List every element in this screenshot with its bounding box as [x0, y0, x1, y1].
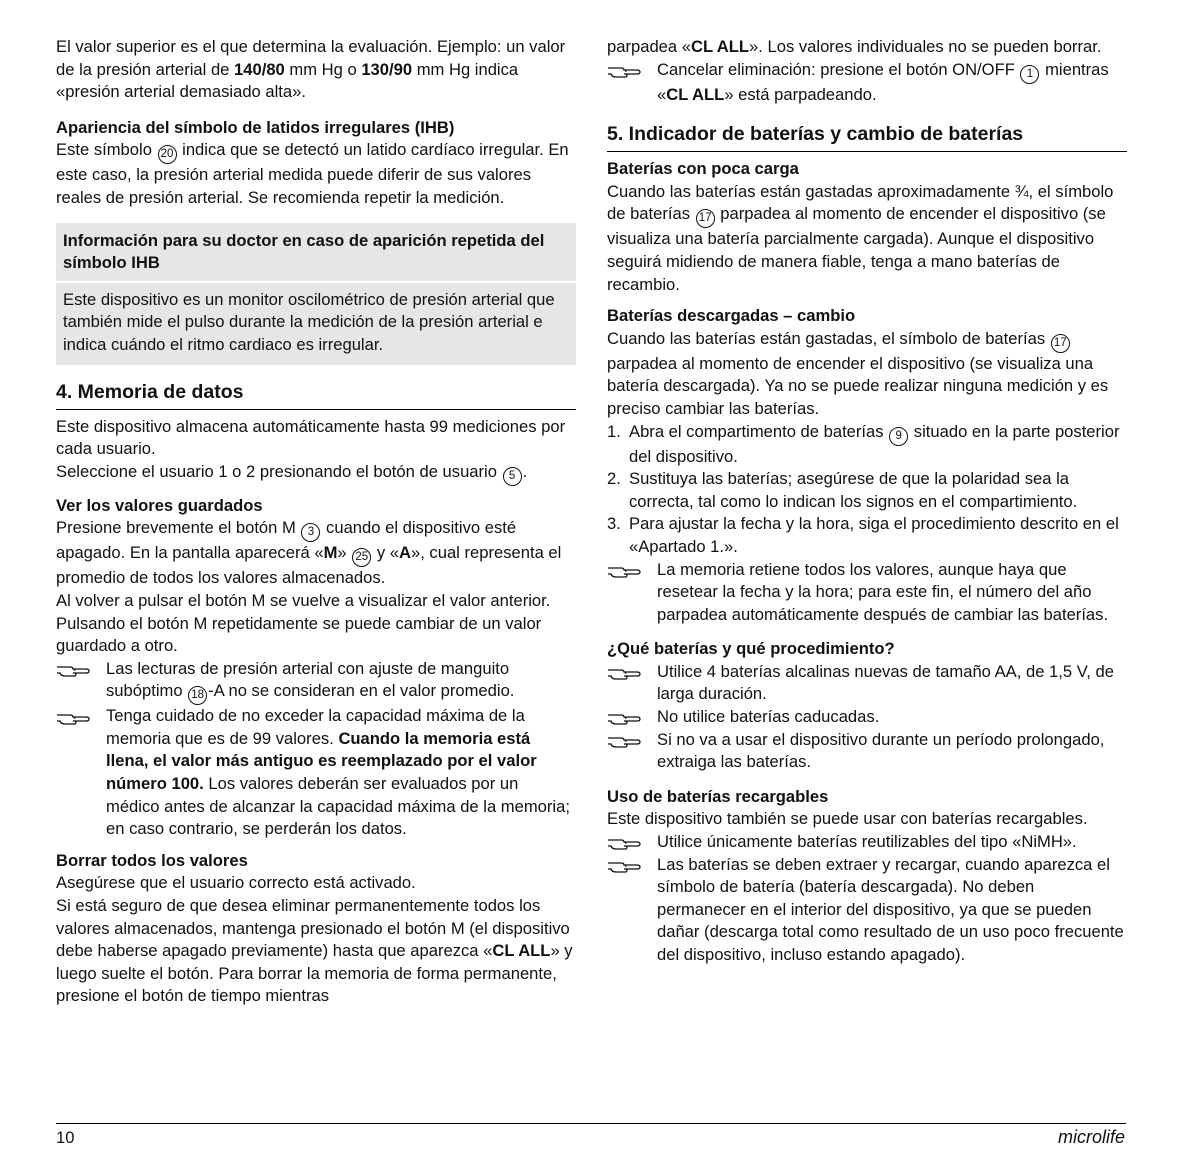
- step-text: Para ajustar la fecha y la hora, siga el procedimiento descrito en el «Apartado 1.».: [629, 514, 1119, 556]
- hint-text: No utilice baterías caducadas.: [657, 707, 880, 727]
- display-m: M: [323, 543, 338, 563]
- hint-text: Utilice únicamente baterías reutilizables del tipo «NiMH».: [657, 832, 1077, 852]
- step-text: [629, 421, 1127, 469]
- ref-number-17: 17: [696, 209, 715, 228]
- hint-text: La memoria retiene todos los valores, aunque haya que resetear la fecha y la hora; para este fin, el número del año parpadea automáticamente después de cambiar las baterías.: [657, 559, 1109, 624]
- ref-number-20: 20: [158, 145, 177, 164]
- text: mientras «: [657, 59, 1109, 104]
- battery-change-steps: [607, 421, 1127, 559]
- list-item: [607, 513, 1127, 558]
- display-cl-all: CL ALL: [666, 84, 725, 104]
- rechargeable-paragraph: Este dispositivo también se puede usar con baterías recargables.: [607, 809, 1088, 829]
- low-battery-heading: Baterías con poca carga: [607, 159, 799, 179]
- clear-values-paragraph: Asegúrese que el usuario correcto está activado.: [56, 873, 416, 893]
- text: Tenga cuidado de no exceder la capacidad máxima de la memoria que es de 99 valores.: [106, 706, 525, 748]
- text: Los valores deberán ser evaluados por un médico antes de alcanzar la capacidad máxima de la memoria; en caso contrario, se perderán los datos.: [106, 774, 570, 839]
- clear-values-paragraph-2: [56, 895, 576, 1008]
- step-text: Sustituya las baterías; asegúrese de que la polaridad sea la correcta, tal como lo indican los signos en el compartimiento.: [629, 469, 1078, 511]
- which-batteries-heading: ¿Qué baterías y qué procedimiento?: [607, 639, 895, 659]
- rechargeable-heading: Uso de baterías recargables: [607, 786, 829, 806]
- hint-text: Las baterías se deben extraer y recargar, cuando aparezca el símbolo de batería (batería descargada). No deben permanecer en el interior del dispositivo, ya que se pueden dañar (descarga total como resultado de un uso poco frecuente del dispositivo, incluso estando apagado).: [657, 854, 1124, 964]
- pointing-hand-icon: [56, 658, 106, 681]
- left-column: [56, 36, 576, 1008]
- ref-number-3: 3: [301, 523, 320, 542]
- hint-remove-batteries: [607, 729, 1127, 774]
- text: parpadea al momento de encender el dispositivo (se visualiza una batería parcialmente cargada). Aunque el dispositivo seguirá midiendo de manera fiable, tenga a mano baterías de recambio.: [607, 204, 1106, 294]
- text: indica que se detectó un latido cardíaco irregular. En este caso, la presión arterial medida puede diferir de sus valores reales de presión arterial. Se recomienda repetir la medición.: [56, 140, 569, 207]
- brand-logo: microlife: [1057, 1127, 1125, 1147]
- display-cl-all: CL ALL: [492, 941, 551, 961]
- ref-number-9: 9: [889, 427, 908, 446]
- text: Cuando la memoria está llena, el valor más antiguo es reemplazado por el valor número 100.: [106, 728, 537, 794]
- view-values-paragraph-2: Al volver a pulsar el botón M se vuelve a visualizar el valor anterior. Pulsando el botón M repetidamente se puede cambiar de un valor guardado a otro.: [56, 590, 551, 656]
- text: Seleccione el usuario 1 o 2 presionando el botón de usuario: [56, 461, 502, 481]
- text: El valor superior es el que determina la evaluación. Ejemplo: un valor de la presión arterial de: [56, 37, 566, 79]
- text: Cuando las baterías están gastadas aproximadamente ¾, el símbolo de baterías: [607, 181, 1114, 224]
- low-battery-paragraph: [607, 181, 1127, 296]
- text: » está parpadeando.: [724, 84, 877, 104]
- ihb-paragraph: [56, 139, 576, 209]
- pointing-hand-icon: [607, 729, 657, 752]
- ref-number-18: 18: [188, 686, 207, 705]
- bp-example-1: 140/80: [234, 59, 285, 79]
- flat-battery-paragraph: [607, 328, 1127, 421]
- hint-text: [657, 59, 1127, 107]
- step-number: 2.: [607, 469, 621, 489]
- continued-paragraph: [607, 36, 1127, 59]
- hint-recharge: [607, 854, 1127, 967]
- memory-paragraph: Este dispositivo almacena automáticamente hasta 99 mediciones por cada usuario.: [56, 416, 566, 459]
- text: Cancelar eliminación: presione el botón ON/OFF: [657, 59, 1020, 79]
- doctor-info-body: Este dispositivo es un monitor oscilométrico de presión arterial que también mide el pulso durante la medición de la presión arterial e indica cuándo el ritmo cardiaco es irregular.: [63, 289, 555, 354]
- hint-nimh: [607, 831, 1127, 854]
- text: parpadea «: [607, 37, 691, 56]
- doctor-info-box: [56, 223, 576, 365]
- hint-text: Utilice 4 baterías alcalinas nuevas de tamaño AA, de 1,5 V, de larga duración.: [657, 661, 1114, 704]
- hint-text: [106, 658, 576, 706]
- text: ». Los valores individuales no se pueden borrar.: [749, 37, 1102, 56]
- footer-divider: [56, 1123, 1126, 1124]
- ref-number-1: 1: [1020, 65, 1039, 84]
- evaluation-paragraph: [56, 36, 576, 104]
- hint-battery-type: [607, 661, 1127, 706]
- text: », cual representa el promedio de todos los valores almacenados.: [56, 543, 562, 588]
- pointing-hand-icon: [607, 831, 657, 854]
- ref-number-5: 5: [503, 467, 522, 486]
- text: mm Hg indica «presión arterial demasiado alta».: [56, 59, 519, 102]
- list-item: [607, 468, 1127, 513]
- pointing-hand-icon: [607, 706, 657, 729]
- hint-memory-retained: [607, 559, 1127, 627]
- text: » y luego suelte el botón. Para borrar la memoria de forma permanente, presione el botón de tiempo mientras: [56, 941, 573, 1006]
- hint-text: [106, 705, 576, 841]
- list-item: [607, 421, 1127, 469]
- text: Las lecturas de presión arterial con ajuste de manguito subóptimo: [106, 658, 510, 701]
- display-cl-all: CL ALL: [690, 37, 750, 56]
- section-5-title: 5. Indicador de baterías y cambio de baterías: [607, 122, 1127, 152]
- pointing-hand-icon: [607, 559, 657, 582]
- pointing-hand-icon: [56, 705, 106, 728]
- text: Si está seguro de que desea eliminar permanentemente todos los valores almacenados, mantenga presionado el botón M (el dispositivo debe haberse apagado previamente) hasta que aparezca «: [56, 896, 570, 961]
- display-a: A: [398, 543, 411, 563]
- view-values-heading: Ver los valores guardados: [56, 495, 263, 515]
- text: Cuando las baterías están gastadas, el símbolo de baterías: [607, 328, 1050, 348]
- text: cuando el dispositivo esté apagado. En la pantalla aparecerá «: [56, 518, 517, 563]
- clear-values-heading: Borrar todos los valores: [56, 850, 248, 870]
- page-number: 10: [56, 1128, 75, 1147]
- pointing-hand-icon: [607, 661, 657, 684]
- text: y «: [372, 543, 399, 563]
- text: »: [337, 543, 352, 563]
- text: parpadea al momento de encender el dispositivo (se visualiza una batería descargada). Ya no se puede realizar ninguna medición y es preciso cambiar las baterías.: [607, 353, 1109, 418]
- ihb-heading: Apariencia del símbolo de latidos irregulares (IHB): [56, 117, 455, 137]
- select-user-paragraph: [56, 461, 576, 486]
- right-column: [607, 36, 1127, 967]
- text: Abra el compartimento de baterías: [629, 421, 889, 441]
- step-number: 1.: [607, 421, 621, 441]
- hint-cuff-fit: [56, 658, 576, 706]
- bp-example-2: 130/90: [361, 59, 413, 79]
- flat-battery-heading: Baterías descargadas – cambio: [607, 306, 856, 326]
- step-number: 3.: [607, 514, 621, 534]
- text: .: [522, 461, 528, 481]
- text: Este símbolo: [56, 140, 157, 160]
- hint-memory-capacity: [56, 705, 576, 841]
- hint-expired-batteries: [607, 706, 1127, 729]
- text: Presione brevemente el botón M: [56, 518, 301, 538]
- ref-number-25: 25: [352, 548, 371, 567]
- text: mm Hg o: [284, 59, 362, 79]
- text: situado en la parte posterior del dispositivo.: [629, 421, 1120, 466]
- view-values-paragraph: [56, 517, 576, 590]
- hint-text: Si no va a usar el dispositivo durante un período prolongado, extraiga las baterías.: [657, 729, 1105, 772]
- section-4-title: 4. Memoria de datos: [56, 380, 576, 410]
- hint-cancel-delete: [607, 59, 1127, 107]
- ref-number-17: 17: [1051, 334, 1070, 353]
- pointing-hand-icon: [607, 854, 657, 877]
- doctor-info-title: Información para su doctor en caso de aparición repetida del símbolo IHB: [56, 223, 576, 283]
- text: -A no se consideran en el valor promedio.: [208, 681, 515, 701]
- pointing-hand-icon: [607, 59, 657, 82]
